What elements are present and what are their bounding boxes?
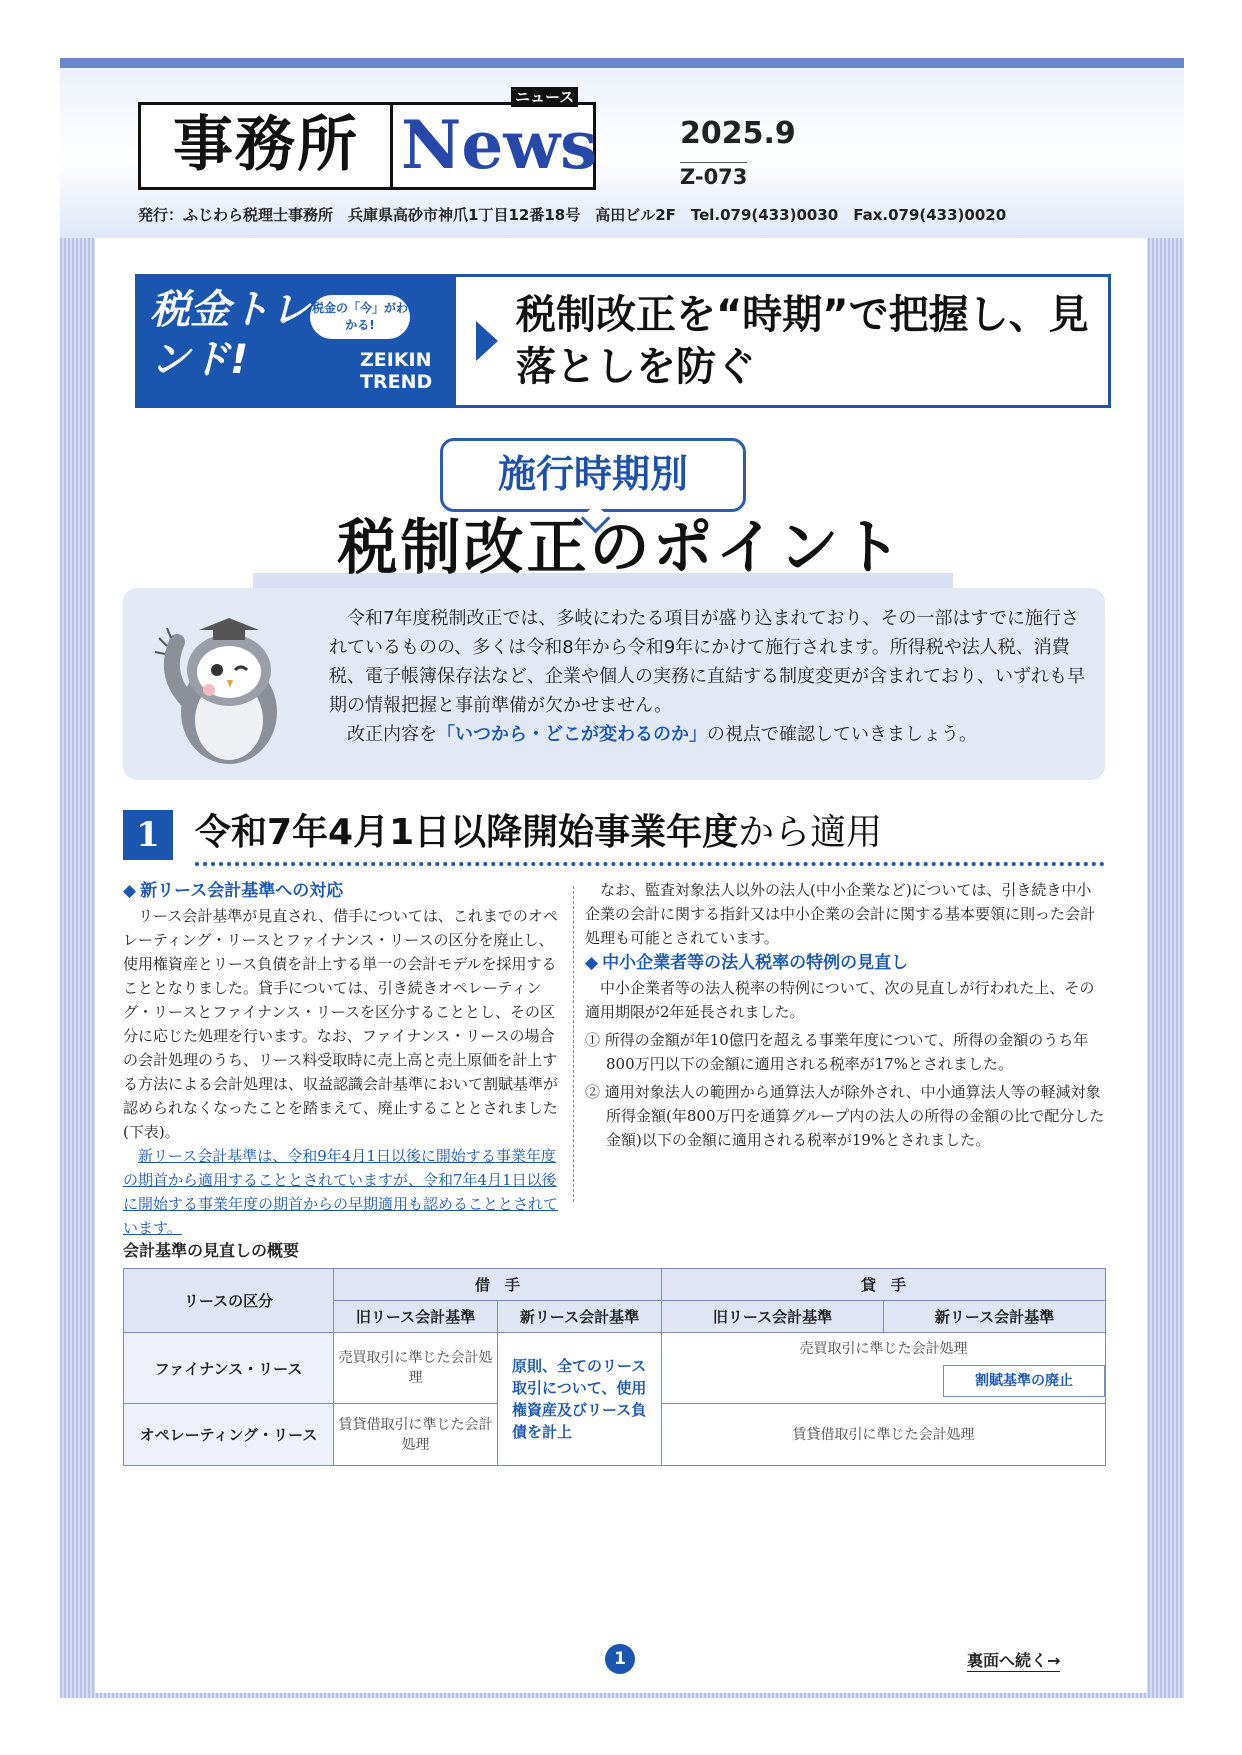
triangle-right-icon (476, 321, 498, 361)
section-number: 1 (123, 810, 173, 860)
intro-p2-before: 改正内容を (347, 724, 437, 745)
continue-link[interactable]: 裏面へ続く→ (967, 1648, 1060, 1672)
section-title-tail: から適用 (738, 812, 883, 853)
overview-table (123, 1268, 1106, 1466)
tax-rate-heading: ◆ 中小企業者等の法人税率の特例の見直し (585, 950, 1105, 976)
header-category: リースの区分 (124, 1269, 334, 1333)
header-lessee: 借 手 (334, 1269, 662, 1301)
installment-abolish-badge: 割賦基準の廃止 (943, 1365, 1105, 1397)
logo-news-text: News (401, 106, 598, 184)
row-operating-lease: オペレーティング・リース (124, 1404, 334, 1466)
header-lessor: 貸 手 (662, 1269, 1106, 1301)
sme-accounting-body: なお、監査対象法人以外の法人(中小企業など)については、引き続き中小企業の会計に関する指針又は中小企業の会計に関する基本要領に則った会計処理も可能とされています。 (585, 881, 1096, 947)
trend-logo-text: 税金トレンド! (150, 287, 310, 383)
lessor-operating-cell: 賃貸借取引に準じた会計処理 (662, 1404, 1106, 1466)
feature-title: 税制改正のポイント (337, 513, 905, 583)
lessor-finance-text: 売買取引に準じた会計処理 (799, 1341, 968, 1357)
table-title: 会計基準の見直しの概要 (123, 1241, 300, 1260)
newsletter-header (60, 58, 1184, 238)
logo-news (390, 88, 598, 190)
owl-mascot-icon (137, 600, 307, 770)
main-content (95, 238, 1147, 1693)
table-row (124, 1333, 1106, 1404)
lease-body: リース会計基準が見直され、借手については、これまでのオペレーティング・リースとファイナンス・リースの区分を廃止し、使用権資産とリース負債を計上する単一の会計モデルを採用することとなりました。貸手については、引き続きオペレーティング・リースとファイナンス・リースを区分することとし、その区分に応じた処理を行います。なお、ファイナンス・リースの場合の会計処理のうち、リース料受取時に売上高と売上原価を計上する方法による会計処理は、収益認識会計基準において割賦基準が認められなくなったことを踏まえて、廃止することとされました(下表)。 (123, 907, 559, 1141)
lessor-finance-cell (662, 1333, 1106, 1404)
intro-paragraph-2 (329, 720, 1089, 749)
left-column (123, 878, 561, 1240)
publisher-info: 発行：ふじわら税理士事務所 兵庫県高砂市神爪1丁目12番18号 高田ビル2F Tel.079(433)0030 Fax.079(433)0020 (138, 206, 1007, 224)
section-title-bold: 令和7年4月1日以降開始事業年度 (195, 812, 739, 853)
tax-rate-item-1: ① 所得の金額が年10億円を超える事業年度について、所得の金額のうち年800万円以下の金額に適用される税率が17%とされました。 (585, 1031, 1089, 1073)
header-lessor-new: 新リース会計基準 (884, 1301, 1106, 1333)
trend-logo (138, 277, 456, 405)
column-divider (573, 886, 574, 1202)
issue-number: Z-073 (680, 162, 747, 189)
trend-title: 税制改正を“時期”で把握し、見落としを防ぐ (516, 292, 1089, 390)
header-lessor-old: 旧リース会計基準 (662, 1301, 884, 1333)
tax-rate-item-2: ② 適用対象法人の範囲から通算法人が除外され、中小通算法人等の軽減対象所得金額(年800万円を通算グループ内の法人の所得の金額の比で配分した金額)以下の金額に適用される税率が19%とされました。 (585, 1083, 1105, 1149)
page-number: 1 (605, 1644, 635, 1674)
lessee-old-finance: 売買取引に準じた会計処理 (334, 1333, 498, 1404)
row-finance-lease: ファイナンス・リース (124, 1333, 334, 1404)
right-column (585, 878, 1105, 1152)
intro-box (123, 588, 1105, 780)
tax-rate-body: 中小企業者等の法人税率の特例について、次の見直しが行われた上、その適用期限が2年延長されました。 (585, 979, 1095, 1021)
intro-paragraph-1: 令和7年度税制改正では、多岐にわたる項目が盛り込まれており、その一部はすでに施行されているものの、多くは令和8年から令和9年にかけて施行されます。所得税や法人税、消費税、電子帳簿保存法など、企業や個人の実務に直結する制度変更が含まれており、いずれも早期の情報把握と事前準備が欠かせません。 (329, 608, 1085, 716)
logo-kanji: 事務所 (138, 102, 394, 190)
logo-news-sub: ニュース (511, 87, 578, 107)
feature-pill: 施行時期別 (440, 438, 746, 512)
trend-banner (135, 274, 1111, 408)
section-divider (195, 862, 1105, 866)
header-lessee-new: 新リース会計基準 (498, 1301, 662, 1333)
trend-english: ZEIKIN TREND (360, 349, 433, 393)
lease-link-text: 新リース会計基準は、令和9年4月1日以後に開始する事業年度の期首から適用することとされていますが、令和7年4月1日以後に開始する事業年度の期首からの早期適用も認めることとされています。 (123, 1147, 559, 1237)
section-title (195, 804, 882, 855)
intro-highlight: 「いつから・どこが変わるのか」 (437, 724, 707, 745)
header-lessee-old: 旧リース会計基準 (334, 1301, 498, 1333)
lease-heading: ◆ 新リース会計基準への対応 (123, 878, 561, 904)
lessee-new-cell: 原則、全てのリース取引について、使用権資産及びリース負債を計上 (498, 1333, 662, 1466)
trend-bubble: 税金の「今」がわかる! (310, 295, 410, 339)
issue-date: 2025.9 (680, 116, 796, 151)
header-topline (60, 58, 1184, 68)
lessee-old-operating: 賃貸借取引に準じた会計処理 (334, 1404, 498, 1466)
intro-p2-after: の視点で確認していきましょう。 (707, 724, 977, 745)
intro-text (329, 604, 1089, 749)
